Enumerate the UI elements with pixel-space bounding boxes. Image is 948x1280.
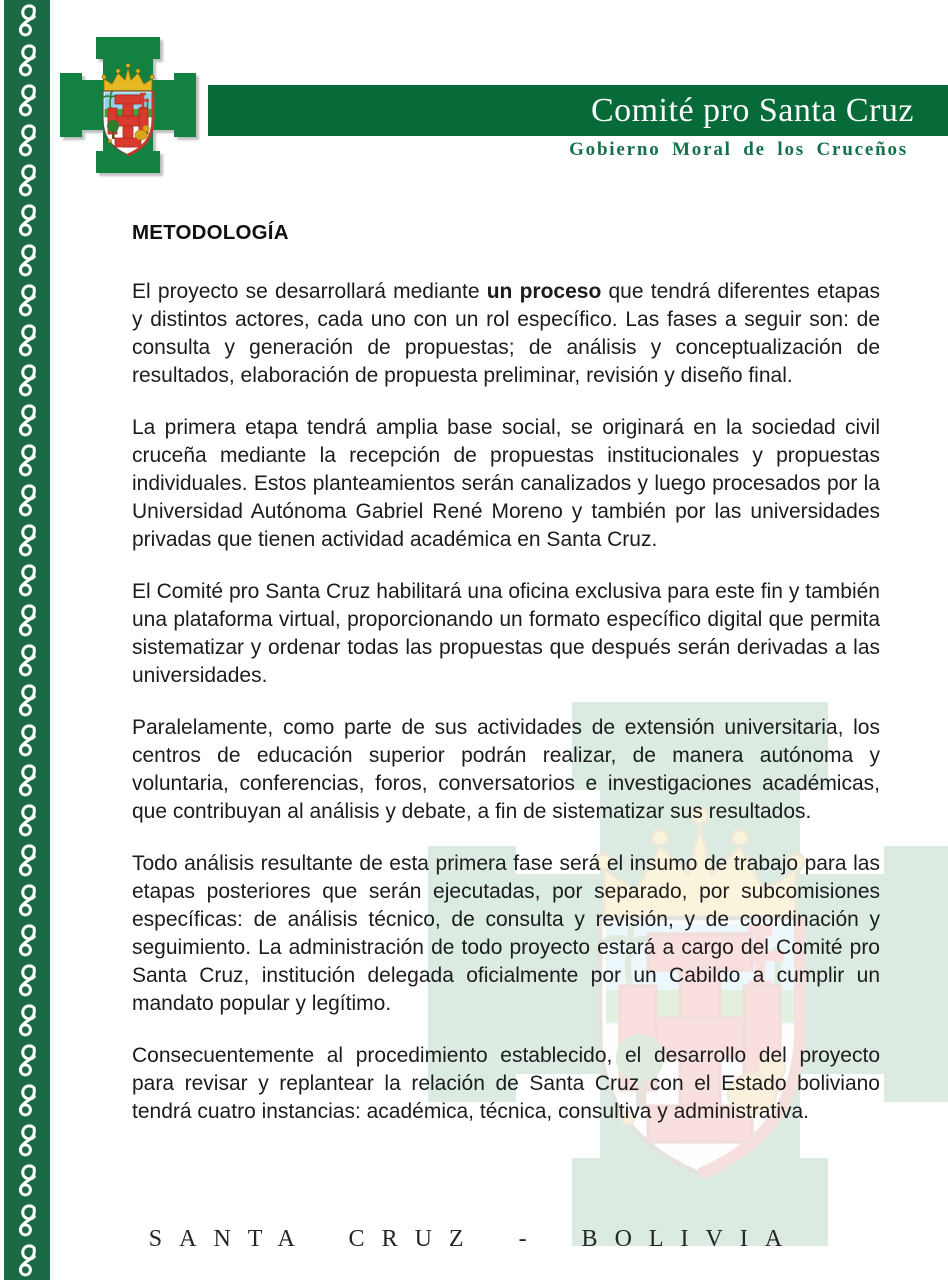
paragraph-1-text: El proyecto se desarrollará mediante <box>132 280 487 303</box>
paragraph-2: La primera etapa tendrá amplia base social, se originará en la sociedad civil cruceña mediante la recepción de propuestas institucionales y propuestas individuales. Estos planteamientos serán canalizados y luego procesados por la Universidad Autónoma Gabriel René Moreno y también por las universidades privadas que tienen actividad académica en Santa Cruz. <box>132 416 880 551</box>
document-heading: METODOLOGÍA <box>132 221 289 244</box>
paragraph-1-text-after: que tendrá diferentes etapas y distintos actores, cada uno con un rol específico. Las fases a seguir son: de consulta y generación de propuestas; de análisis y conceptualización de resultados, elaboración de propuesta preliminar, revisión y diseño final. <box>132 280 880 387</box>
page-title: Comité pro Santa Cruz <box>590 91 914 129</box>
crest-logo <box>58 35 198 175</box>
paragraph-3: El Comité pro Santa Cruz habilitará una oficina exclusiva para este fin y también una plataforma virtual, proporcionando un formato específico digital que permita sistematizar y ordenar todas las propuestas que después serán derivadas a las universidades. <box>132 580 880 687</box>
paragraph-1 <box>132 278 880 390</box>
paragraph-6: Consecuentemente al procedimiento establecido, el desarrollo del proyecto para revisar y replantear la relación de Santa Cruz con el Estado boliviano tendrá cuatro instancias: académica, técnica, consultiva y administrativa. <box>132 1044 880 1123</box>
footer-location: SANTA CRUZ - BOLIVIA <box>148 1226 800 1252</box>
scroll-border-pattern <box>4 0 50 1280</box>
paragraph-4: Paralelamente, como parte de sus actividades de extensión universitaria, los centros de educación superior podrán realizar, de manera autónoma y voluntaria, conferencias, foros, conversatorios e investigaciones académicas, que contribuyan al análisis y debate, a fin de sistematizar sus resultados. <box>132 716 880 823</box>
header-band <box>208 85 948 136</box>
header-subtitle: Gobierno Moral de los Cruceños <box>569 139 908 160</box>
paragraph-5: Todo análisis resultante de esta primera fase será el insumo de trabajo para las etapas posteriores que serán ejecutadas, por separado, por subcomisiones específicas: de análisis técnico, de consulta y revisión, y de coordinación y seguimiento. La administración de todo proyecto estará a cargo del Comité pro Santa Cruz, institución delegada oficialmente por un Cabildo a cumplir un mandato popular y legítimo. <box>132 852 880 1015</box>
paragraph-1-bold: un proceso <box>486 280 602 303</box>
document-body <box>132 221 880 1150</box>
